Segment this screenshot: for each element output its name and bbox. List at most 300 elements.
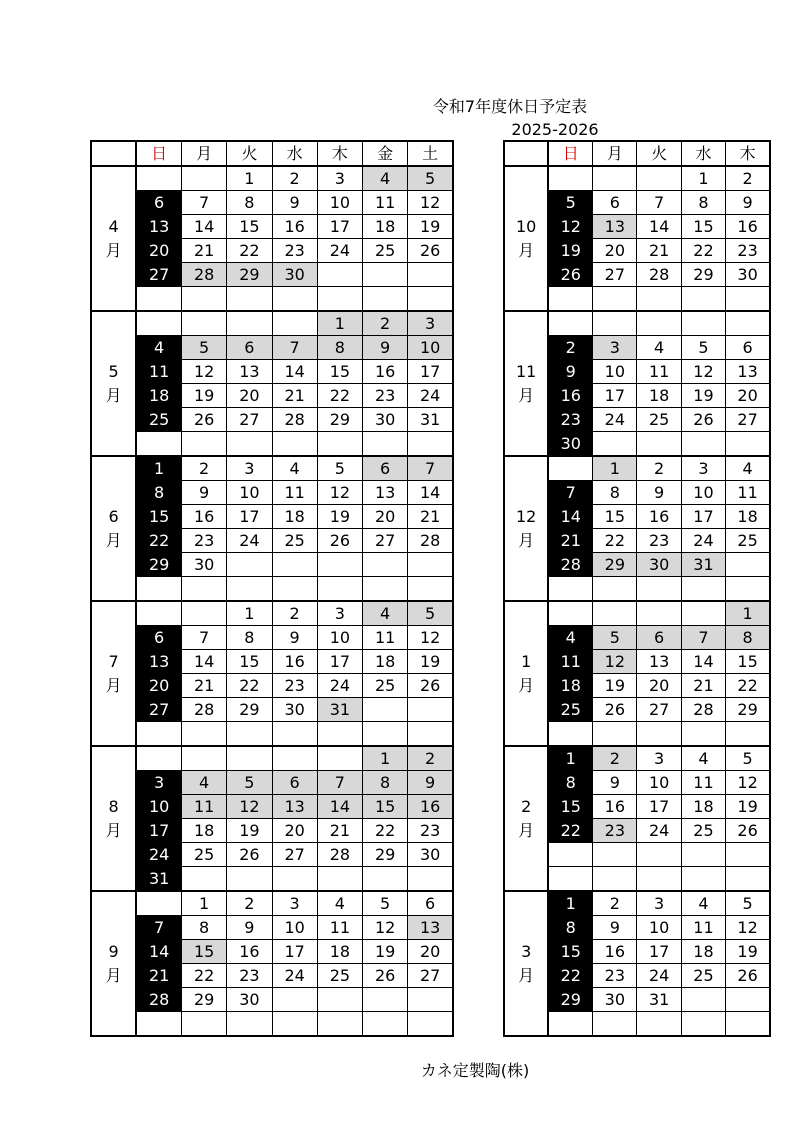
day-cell: 9 bbox=[593, 771, 637, 795]
empty-cell bbox=[363, 263, 408, 287]
day-cell: 25 bbox=[136, 408, 181, 432]
day-cell: 20 bbox=[408, 940, 453, 964]
week-row bbox=[504, 311, 770, 336]
day-cell: 25 bbox=[637, 408, 681, 432]
day-cell: 11 bbox=[726, 481, 770, 505]
month-label bbox=[91, 311, 136, 456]
day-cell: 21 bbox=[681, 674, 725, 698]
month-suffix: 月 bbox=[105, 820, 122, 840]
day-cell: 21 bbox=[317, 819, 362, 843]
day-cell: 1 bbox=[136, 456, 181, 481]
day-cell: 5 bbox=[593, 626, 637, 650]
day-cell: 2 bbox=[593, 746, 637, 771]
week-row bbox=[91, 722, 453, 747]
month-label bbox=[504, 601, 548, 746]
month-suffix: 月 bbox=[105, 675, 122, 695]
day-cell: 4 bbox=[317, 891, 362, 916]
day-cell: 16 bbox=[272, 215, 317, 239]
day-cell: 7 bbox=[182, 191, 227, 215]
day-cell: 29 bbox=[227, 263, 272, 287]
day-cell: 19 bbox=[593, 674, 637, 698]
day-cell: 18 bbox=[317, 940, 362, 964]
month-suffix: 月 bbox=[518, 965, 535, 985]
day-cell: 25 bbox=[681, 819, 725, 843]
day-cell: 23 bbox=[593, 964, 637, 988]
week-row bbox=[504, 456, 770, 481]
empty-cell bbox=[363, 577, 408, 602]
empty-cell bbox=[227, 722, 272, 747]
empty-cell bbox=[182, 722, 227, 747]
week-row bbox=[91, 601, 453, 626]
day-cell: 6 bbox=[227, 336, 272, 360]
weekday-header: 水 bbox=[272, 141, 317, 166]
day-cell: 9 bbox=[227, 916, 272, 940]
month-suffix: 月 bbox=[518, 240, 535, 260]
day-cell: 26 bbox=[726, 819, 770, 843]
empty-cell bbox=[593, 867, 637, 892]
month-suffix: 月 bbox=[518, 385, 535, 405]
month-label bbox=[504, 891, 548, 1036]
day-cell: 10 bbox=[317, 626, 362, 650]
company-name: カネ定製陶(株) bbox=[420, 1061, 530, 1080]
month-number: 5 bbox=[108, 361, 119, 381]
empty-cell bbox=[637, 601, 681, 626]
month-suffix: 月 bbox=[105, 385, 122, 405]
day-cell: 21 bbox=[136, 964, 181, 988]
day-cell: 5 bbox=[227, 771, 272, 795]
day-cell: 29 bbox=[681, 263, 725, 287]
week-row bbox=[91, 287, 453, 312]
day-cell: 22 bbox=[548, 964, 592, 988]
day-cell: 1 bbox=[227, 601, 272, 626]
day-cell: 6 bbox=[363, 456, 408, 481]
empty-cell bbox=[726, 311, 770, 336]
day-cell: 27 bbox=[637, 698, 681, 722]
month-number: 6 bbox=[108, 506, 119, 526]
day-cell: 13 bbox=[272, 795, 317, 819]
month-label bbox=[91, 166, 136, 311]
week-row bbox=[91, 891, 453, 916]
day-cell: 14 bbox=[548, 505, 592, 529]
day-cell: 3 bbox=[408, 311, 453, 336]
day-cell: 5 bbox=[408, 601, 453, 626]
empty-cell bbox=[681, 867, 725, 892]
weekday-header: 金 bbox=[363, 141, 408, 166]
day-cell: 8 bbox=[548, 771, 592, 795]
day-cell: 10 bbox=[227, 481, 272, 505]
day-cell: 8 bbox=[681, 191, 725, 215]
empty-cell bbox=[637, 722, 681, 747]
day-cell: 16 bbox=[548, 384, 592, 408]
day-cell: 22 bbox=[317, 384, 362, 408]
month-label bbox=[504, 166, 548, 311]
day-cell: 8 bbox=[363, 771, 408, 795]
day-cell: 10 bbox=[408, 336, 453, 360]
day-cell: 15 bbox=[548, 795, 592, 819]
day-cell: 6 bbox=[637, 626, 681, 650]
empty-cell bbox=[272, 432, 317, 457]
empty-cell bbox=[593, 601, 637, 626]
day-cell: 4 bbox=[637, 336, 681, 360]
day-cell: 14 bbox=[637, 215, 681, 239]
week-row bbox=[91, 843, 453, 867]
empty-cell bbox=[272, 746, 317, 771]
day-cell: 29 bbox=[136, 553, 181, 577]
month-number: 10 bbox=[515, 216, 537, 236]
week-row bbox=[91, 432, 453, 457]
day-cell: 7 bbox=[681, 626, 725, 650]
day-cell: 25 bbox=[548, 698, 592, 722]
day-cell: 14 bbox=[182, 650, 227, 674]
day-cell: 22 bbox=[227, 674, 272, 698]
month-number: 8 bbox=[108, 796, 119, 816]
month-label bbox=[504, 746, 548, 891]
day-cell: 19 bbox=[548, 239, 592, 263]
week-row bbox=[91, 964, 453, 988]
weekday-header-row bbox=[504, 141, 770, 166]
month-number: 1 bbox=[521, 651, 532, 671]
day-cell: 6 bbox=[726, 336, 770, 360]
empty-cell bbox=[408, 287, 453, 312]
empty-cell bbox=[136, 891, 181, 916]
empty-cell bbox=[182, 746, 227, 771]
day-cell: 13 bbox=[726, 360, 770, 384]
day-cell: 24 bbox=[637, 964, 681, 988]
day-cell: 11 bbox=[317, 916, 362, 940]
day-cell: 7 bbox=[408, 456, 453, 481]
month-suffix: 月 bbox=[518, 530, 535, 550]
empty-cell bbox=[726, 988, 770, 1012]
empty-cell bbox=[317, 1012, 362, 1037]
day-cell: 27 bbox=[136, 263, 181, 287]
day-cell: 4 bbox=[136, 336, 181, 360]
weekday-header: 木 bbox=[317, 141, 362, 166]
day-cell: 12 bbox=[182, 360, 227, 384]
empty-cell bbox=[681, 601, 725, 626]
empty-cell bbox=[182, 311, 227, 336]
day-cell: 29 bbox=[593, 553, 637, 577]
day-cell: 22 bbox=[681, 239, 725, 263]
empty-cell bbox=[637, 166, 681, 191]
day-cell: 5 bbox=[726, 891, 770, 916]
empty-cell bbox=[227, 577, 272, 602]
week-row bbox=[504, 166, 770, 191]
day-cell: 27 bbox=[136, 698, 181, 722]
empty-cell bbox=[726, 577, 770, 602]
day-cell: 6 bbox=[272, 771, 317, 795]
week-row bbox=[91, 771, 453, 795]
day-cell: 1 bbox=[726, 601, 770, 626]
day-cell: 4 bbox=[726, 456, 770, 481]
month-suffix: 月 bbox=[105, 240, 122, 260]
day-cell: 20 bbox=[136, 239, 181, 263]
empty-cell bbox=[317, 287, 362, 312]
day-cell: 11 bbox=[681, 771, 725, 795]
weekday-header: 月 bbox=[593, 141, 637, 166]
day-cell: 10 bbox=[593, 360, 637, 384]
day-cell: 7 bbox=[136, 916, 181, 940]
day-cell: 9 bbox=[272, 626, 317, 650]
empty-cell bbox=[317, 722, 362, 747]
day-cell: 8 bbox=[182, 916, 227, 940]
day-cell: 4 bbox=[548, 626, 592, 650]
day-cell: 18 bbox=[363, 650, 408, 674]
month-number: 7 bbox=[108, 651, 119, 671]
day-cell: 22 bbox=[136, 529, 181, 553]
empty-cell bbox=[227, 746, 272, 771]
empty-cell bbox=[363, 867, 408, 892]
day-cell: 26 bbox=[593, 698, 637, 722]
week-row bbox=[504, 746, 770, 771]
day-cell: 16 bbox=[182, 505, 227, 529]
month-suffix: 月 bbox=[518, 820, 535, 840]
week-row bbox=[91, 1012, 453, 1037]
day-cell: 29 bbox=[182, 988, 227, 1012]
day-cell: 2 bbox=[726, 166, 770, 191]
day-cell: 25 bbox=[726, 529, 770, 553]
day-cell: 18 bbox=[272, 505, 317, 529]
day-cell: 16 bbox=[637, 505, 681, 529]
day-cell: 21 bbox=[408, 505, 453, 529]
day-cell: 23 bbox=[272, 239, 317, 263]
day-cell: 28 bbox=[182, 698, 227, 722]
week-row bbox=[91, 819, 453, 843]
day-cell: 12 bbox=[726, 916, 770, 940]
week-row bbox=[91, 384, 453, 408]
empty-cell bbox=[363, 698, 408, 722]
week-row bbox=[91, 360, 453, 384]
week-row bbox=[91, 698, 453, 722]
day-cell: 18 bbox=[548, 674, 592, 698]
day-cell: 25 bbox=[363, 239, 408, 263]
day-cell: 14 bbox=[182, 215, 227, 239]
empty-cell bbox=[317, 432, 362, 457]
day-cell: 25 bbox=[182, 843, 227, 867]
day-cell: 9 bbox=[548, 360, 592, 384]
day-cell: 8 bbox=[227, 191, 272, 215]
day-cell: 23 bbox=[548, 408, 592, 432]
empty-cell bbox=[726, 843, 770, 867]
day-cell: 17 bbox=[227, 505, 272, 529]
day-cell: 24 bbox=[637, 819, 681, 843]
empty-cell bbox=[408, 263, 453, 287]
day-cell: 28 bbox=[136, 988, 181, 1012]
empty-cell bbox=[227, 432, 272, 457]
day-cell: 29 bbox=[227, 698, 272, 722]
empty-cell bbox=[548, 722, 592, 747]
day-cell: 16 bbox=[272, 650, 317, 674]
week-row bbox=[91, 867, 453, 892]
empty-cell bbox=[548, 577, 592, 602]
day-cell: 12 bbox=[726, 771, 770, 795]
day-cell: 5 bbox=[681, 336, 725, 360]
day-cell: 22 bbox=[182, 964, 227, 988]
day-cell: 30 bbox=[227, 988, 272, 1012]
empty-cell bbox=[136, 746, 181, 771]
empty-cell bbox=[182, 166, 227, 191]
day-cell: 12 bbox=[681, 360, 725, 384]
empty-cell bbox=[408, 553, 453, 577]
day-cell: 26 bbox=[726, 964, 770, 988]
week-row bbox=[504, 891, 770, 916]
day-cell: 28 bbox=[182, 263, 227, 287]
day-cell: 15 bbox=[593, 505, 637, 529]
week-row bbox=[91, 166, 453, 191]
day-cell: 21 bbox=[637, 239, 681, 263]
day-cell: 15 bbox=[681, 215, 725, 239]
day-cell: 2 bbox=[408, 746, 453, 771]
day-cell: 7 bbox=[272, 336, 317, 360]
empty-cell bbox=[227, 553, 272, 577]
empty-cell bbox=[681, 843, 725, 867]
day-cell: 24 bbox=[136, 843, 181, 867]
empty-cell bbox=[317, 988, 362, 1012]
empty-cell bbox=[681, 287, 725, 312]
month-number: 2 bbox=[521, 796, 532, 816]
day-cell: 26 bbox=[681, 408, 725, 432]
empty-cell bbox=[363, 553, 408, 577]
empty-cell bbox=[272, 988, 317, 1012]
day-cell: 1 bbox=[593, 456, 637, 481]
empty-cell bbox=[136, 311, 181, 336]
weekday-header-row bbox=[91, 141, 453, 166]
day-cell: 1 bbox=[548, 891, 592, 916]
day-cell: 18 bbox=[681, 940, 725, 964]
day-cell: 8 bbox=[726, 626, 770, 650]
empty-cell bbox=[726, 722, 770, 747]
day-cell: 18 bbox=[136, 384, 181, 408]
day-cell: 29 bbox=[363, 843, 408, 867]
day-cell: 3 bbox=[227, 456, 272, 481]
day-cell: 3 bbox=[317, 166, 362, 191]
day-cell: 18 bbox=[363, 215, 408, 239]
weekday-header: 火 bbox=[637, 141, 681, 166]
day-cell: 21 bbox=[272, 384, 317, 408]
day-cell: 17 bbox=[408, 360, 453, 384]
day-cell: 6 bbox=[136, 626, 181, 650]
day-cell: 23 bbox=[363, 384, 408, 408]
day-cell: 26 bbox=[227, 843, 272, 867]
day-cell: 2 bbox=[593, 891, 637, 916]
weekday-header: 土 bbox=[408, 141, 453, 166]
day-cell: 29 bbox=[548, 988, 592, 1012]
empty-cell bbox=[408, 867, 453, 892]
day-cell: 17 bbox=[593, 384, 637, 408]
day-cell: 21 bbox=[548, 529, 592, 553]
day-cell: 30 bbox=[637, 553, 681, 577]
empty-cell bbox=[317, 553, 362, 577]
empty-cell bbox=[136, 432, 181, 457]
empty-cell bbox=[136, 601, 181, 626]
empty-cell bbox=[681, 311, 725, 336]
day-cell: 24 bbox=[408, 384, 453, 408]
day-cell: 15 bbox=[182, 940, 227, 964]
day-cell: 15 bbox=[227, 215, 272, 239]
month-suffix: 月 bbox=[105, 530, 122, 550]
empty-cell bbox=[363, 287, 408, 312]
day-cell: 27 bbox=[227, 408, 272, 432]
empty-cell bbox=[593, 311, 637, 336]
day-cell: 27 bbox=[363, 529, 408, 553]
day-cell: 31 bbox=[317, 698, 362, 722]
week-row bbox=[91, 795, 453, 819]
day-cell: 9 bbox=[272, 191, 317, 215]
day-cell: 31 bbox=[408, 408, 453, 432]
day-cell: 10 bbox=[272, 916, 317, 940]
day-cell: 11 bbox=[272, 481, 317, 505]
day-cell: 26 bbox=[408, 239, 453, 263]
day-cell: 23 bbox=[272, 674, 317, 698]
day-cell: 8 bbox=[593, 481, 637, 505]
empty-cell bbox=[408, 988, 453, 1012]
day-cell: 2 bbox=[227, 891, 272, 916]
day-cell: 22 bbox=[726, 674, 770, 698]
day-cell: 12 bbox=[593, 650, 637, 674]
day-cell: 19 bbox=[681, 384, 725, 408]
day-cell: 12 bbox=[408, 191, 453, 215]
day-cell: 3 bbox=[681, 456, 725, 481]
day-cell: 13 bbox=[136, 650, 181, 674]
day-cell: 30 bbox=[408, 843, 453, 867]
day-cell: 1 bbox=[317, 311, 362, 336]
day-cell: 30 bbox=[593, 988, 637, 1012]
day-cell: 23 bbox=[227, 964, 272, 988]
month-label bbox=[91, 601, 136, 746]
day-cell: 3 bbox=[637, 891, 681, 916]
day-cell: 15 bbox=[363, 795, 408, 819]
day-cell: 23 bbox=[593, 819, 637, 843]
day-cell: 1 bbox=[182, 891, 227, 916]
day-cell: 19 bbox=[726, 940, 770, 964]
week-row bbox=[91, 215, 453, 239]
day-cell: 7 bbox=[182, 626, 227, 650]
empty-cell bbox=[272, 1012, 317, 1037]
empty-cell bbox=[227, 311, 272, 336]
day-cell: 9 bbox=[408, 771, 453, 795]
day-cell: 27 bbox=[593, 263, 637, 287]
weekday-header: 火 bbox=[227, 141, 272, 166]
day-cell: 5 bbox=[317, 456, 362, 481]
empty-cell bbox=[726, 1012, 770, 1037]
empty-cell bbox=[637, 867, 681, 892]
day-cell: 13 bbox=[593, 215, 637, 239]
empty-cell bbox=[593, 843, 637, 867]
day-cell: 7 bbox=[548, 481, 592, 505]
day-cell: 10 bbox=[317, 191, 362, 215]
day-cell: 1 bbox=[363, 746, 408, 771]
day-cell: 17 bbox=[681, 505, 725, 529]
month-number: 12 bbox=[515, 506, 537, 526]
day-cell: 18 bbox=[182, 819, 227, 843]
page-title: 令和7年度休日予定表 bbox=[432, 97, 588, 116]
day-cell: 22 bbox=[227, 239, 272, 263]
day-cell: 10 bbox=[681, 481, 725, 505]
day-cell: 18 bbox=[637, 384, 681, 408]
day-cell: 14 bbox=[136, 940, 181, 964]
day-cell: 17 bbox=[637, 795, 681, 819]
empty-cell bbox=[136, 577, 181, 602]
day-cell: 22 bbox=[363, 819, 408, 843]
empty-cell bbox=[408, 432, 453, 457]
day-cell: 8 bbox=[317, 336, 362, 360]
day-cell: 2 bbox=[363, 311, 408, 336]
empty-cell bbox=[272, 577, 317, 602]
empty-cell bbox=[317, 746, 362, 771]
day-cell: 24 bbox=[593, 408, 637, 432]
week-row bbox=[91, 505, 453, 529]
month-suffix: 月 bbox=[105, 965, 122, 985]
empty-cell bbox=[363, 722, 408, 747]
